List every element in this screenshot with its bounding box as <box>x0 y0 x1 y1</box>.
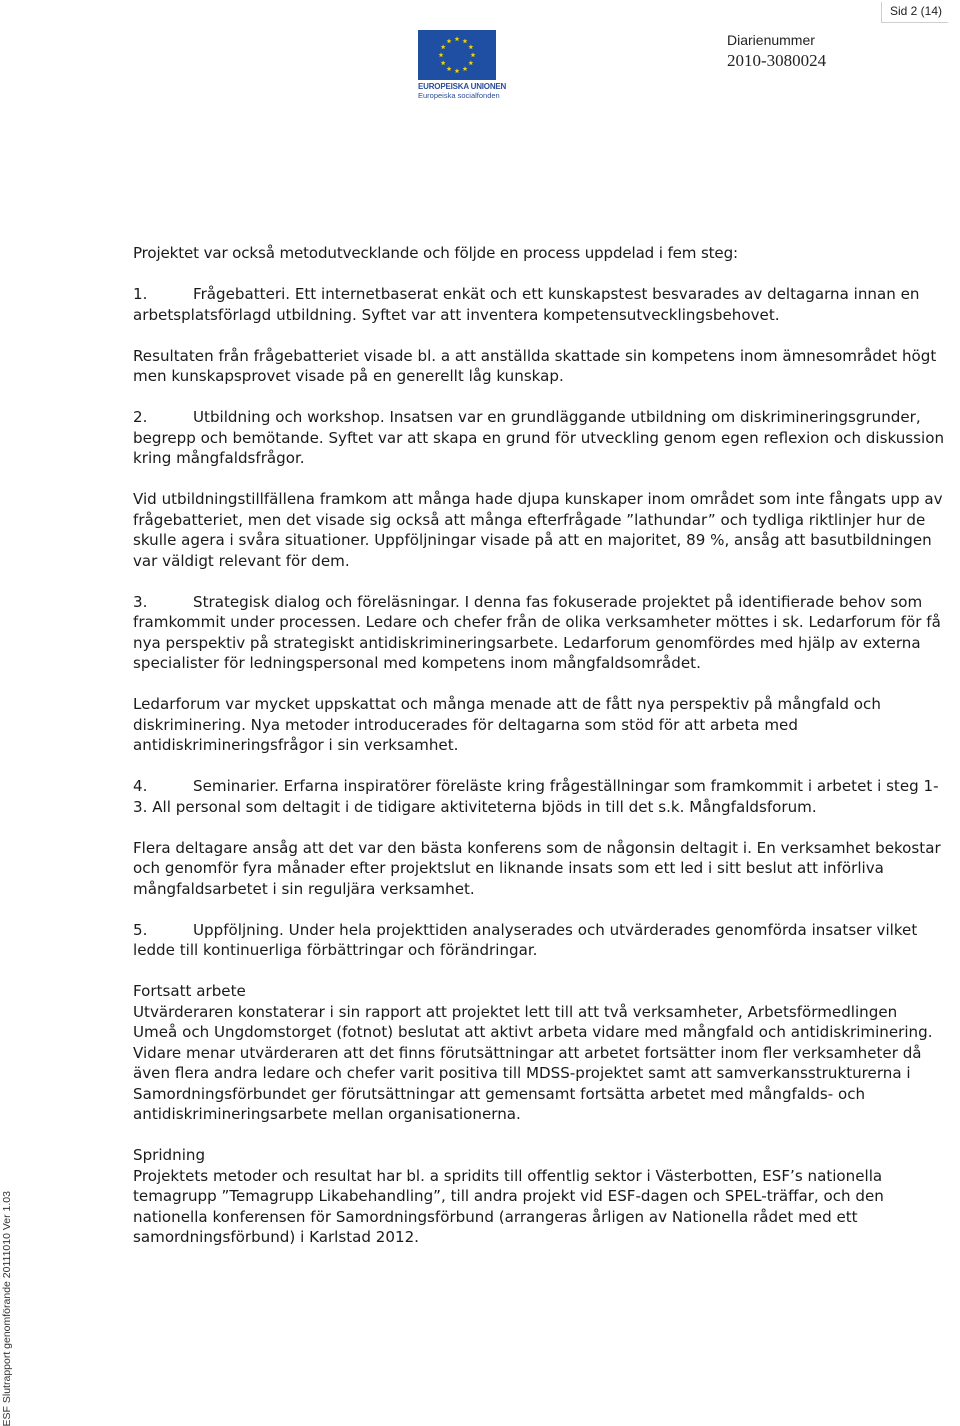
fortsatt-arbete-heading: Fortsatt arbete <box>133 982 246 1000</box>
step-4 <box>133 776 945 817</box>
step-4-number: 4. <box>133 777 148 795</box>
step-3-text: Strategisk dialog och föreläsningar. I denna fas fokuserade projektet på identifierade behov som framkommit under processen. Ledare och chefer från de olika verksamheter möttes i sk. Ledarforum för få nya perspektiv på strategiskt antidiskrimineringsarbete. Ledarforum genomfördes med hjälp av externa specialister för ledningspersonal med kompetens inom mångfaldsområdet. <box>133 592 941 672</box>
fortsatt-arbete-text: Utvärderaren konstaterar i sin rapport att projektet lett till att två verksamheter, Arbetsförmedlingen Umeå och Ungdomstorget (fotnot) beslutat att aktivt arbeta vidare med mångfald och antidiskriminering. Vidare menar utvärderaren att det finns förutsättningar att arbetet fortsätter inom fler verksamheter då även flera andra ledare och chefer varit positiva till MDSS-projektet samt att samverkansstrukturerna i Samordningsförbundet ger förutsättningar att gemensamt fortsätta arbetet med mångfalds- och antidiskrimineringsarbete mellan organisationerna. <box>133 1002 933 1123</box>
eu-logo <box>418 30 507 100</box>
step-2-text: Utbildning och workshop. Insatsen var en grundläggande utbildning om diskrimineringsgrunder, begrepp och bemötande. Syftet var att skapa en grund för utveckling genom egen reflexion och diskussion kring mångfaldsfrågor. <box>133 408 945 467</box>
step-1-number: 1. <box>133 285 148 303</box>
step-3 <box>133 592 945 674</box>
step-1-text: Frågebatteri. Ett internetbaserat enkät och ett kunskapstest besvarades av deltagarna innan en arbetsplatsförlagd utbildning. Syftet var att inventera kompetensutvecklingsbehovet. <box>133 285 920 324</box>
step-5 <box>133 920 945 961</box>
step-4-result: Flera deltagare ansåg att det var den bästa konferens som de någonsin deltagit i. En verksamhet bekostar och genomför fyra månader efter projektslut en liknande insats som ett led i sitt beslut att införliva mångfaldsarbetet i sin reguljära verksamhet. <box>133 838 941 898</box>
step-2 <box>133 407 945 469</box>
intro-paragraph: Projektet var också metodutvecklande och följde en process uppdelad i fem steg: <box>133 244 738 262</box>
page-number: Sid 2 (14) <box>881 2 948 23</box>
spridning-heading: Spridning <box>133 1146 206 1164</box>
diarienummer-value: 2010-3080024 <box>727 51 827 70</box>
document-body <box>133 243 945 1268</box>
step-2-number: 2. <box>133 408 148 426</box>
step-1-result: Resultaten från frågebatteriet visade bl. a att anställda skattade sin kompetens inom ämnesområdet högt men kunskapsprovet visade på en generellt låg kunskap. <box>133 346 937 385</box>
step-3-number: 3. <box>133 592 148 611</box>
diarienummer-label: Diarienummer <box>727 32 815 48</box>
fortsatt-arbete-section <box>133 981 945 1125</box>
logo-text-fund: Europeiska socialfonden <box>418 91 500 100</box>
step-5-text: Uppföljning. Under hela projekttiden analyserades och utvärderades genomförda insatser vilket ledde till kontinuerliga förbättringar och förändringar. <box>133 920 918 959</box>
spridning-section <box>133 1145 945 1248</box>
eu-flag-icon <box>418 30 496 80</box>
step-2-result: Vid utbildningstillfällena framkom att många hade djupa kunskaper inom området som inte fångats upp av frågebatteriet, men det visade sig också att många efterfrågade ”lathundar” och tydliga riktlinjer hur de skulle agera i svåra situationer. Uppföljningar visade på att en majoritet, 89 %, ansåg att basutbildningen var väldigt relevant för dem. <box>133 490 943 570</box>
step-1 <box>133 284 945 325</box>
step-3-result: Ledarforum var mycket uppskattat och många menade att de fått nya perspektiv på mångfald och diskriminering. Nya metoder introducerades för deltagarna som stöd för att arbeta med antidiskrimineringsfrågor i sin verksamhet. <box>133 695 881 754</box>
spridning-text: Projektets metoder och resultat har bl. a spridits till offentlig sektor i Västerbotten, ESF’s nationella temagrupp ”Temagrupp Likabehandling”, till andra projekt vid ESF-dagen och SPEL-träffar, och den nationella konferensen för Samordningsförbund (arrangeras årligen av Nationella rådet med ett samordningsförbund) i Karlstad 2012. <box>133 1166 884 1246</box>
step-4-text: Seminarier. Erfarna inspiratörer föreläste kring frågeställningar som framkommit i arbetet i steg 1-3. All personal som deltagit i de tidigare aktiviteterna bjöds in till det s.k. Mångfaldsforum. <box>133 777 939 816</box>
side-footer <box>1 903 15 1426</box>
logo-text-eu: EUROPEISKA UNIONEN <box>418 82 507 91</box>
side-footer-text: ESF Slutrapport genomförande 20111010 Ver 1.03 <box>1 1191 13 1426</box>
step-5-number: 5. <box>133 920 148 939</box>
